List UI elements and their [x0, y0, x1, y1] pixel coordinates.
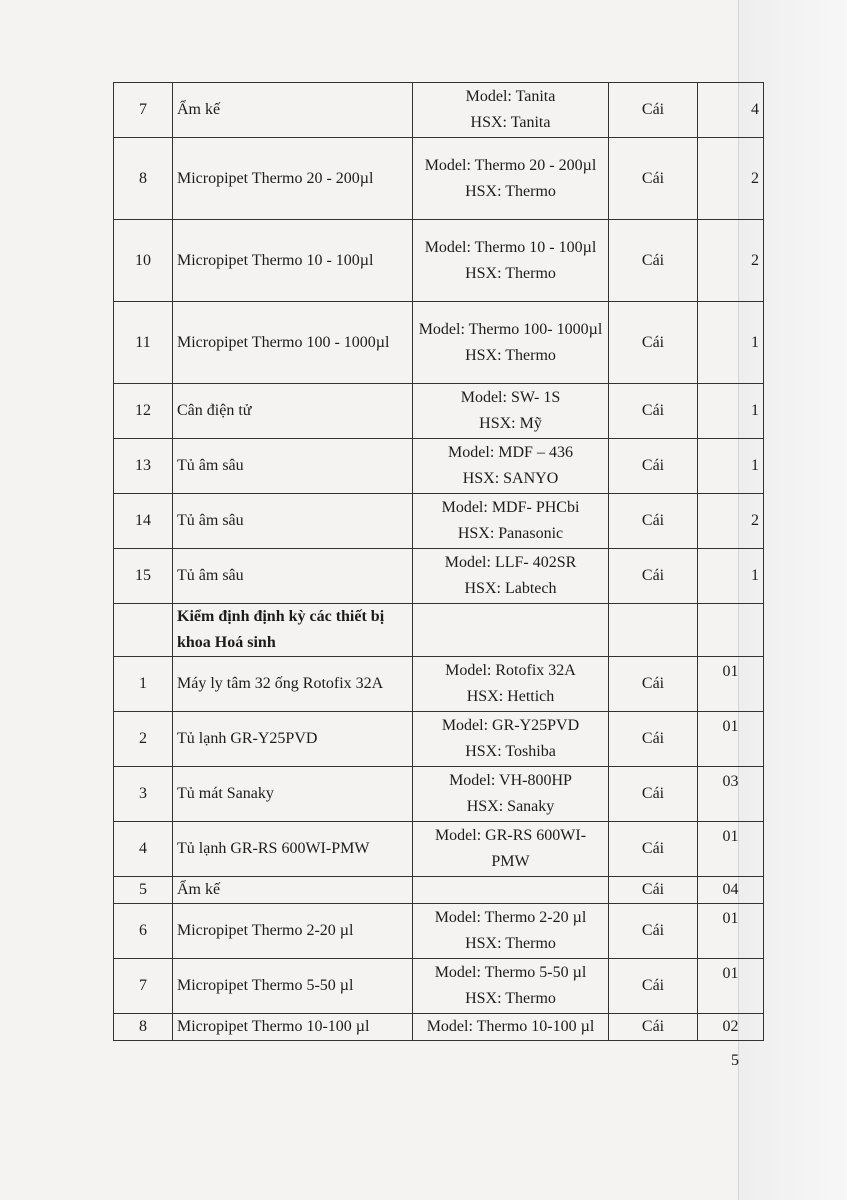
maker-text: HSX: Panasonic: [457, 525, 564, 542]
equipment-name: Micropipet Thermo 2-20 µl: [173, 904, 413, 959]
equipment-name: Tủ lạnh GR-Y25PVD: [173, 712, 413, 767]
equipment-name: Ẩm kế: [173, 83, 413, 138]
model-cell: [413, 822, 609, 877]
table-row: [114, 904, 764, 959]
maker-text: HSX: Thermo: [465, 264, 556, 282]
maker-text: HSX: Hettich: [466, 688, 555, 705]
equipment-name: Micropipet Thermo 10-100 µl: [173, 1014, 413, 1041]
maker-text: HSX: Mỹ: [479, 415, 542, 432]
quantity-cell: 2: [698, 220, 764, 302]
unit-cell: Cái: [609, 494, 698, 549]
model-text: Model: Thermo 5-50 µl: [434, 964, 587, 981]
table-row: [114, 138, 764, 220]
model-cell: [413, 1014, 609, 1041]
equipment-name: Micropipet Thermo 10 - 100µl: [173, 220, 413, 302]
quantity-cell: 4: [698, 83, 764, 138]
section-blank: [114, 604, 173, 657]
model-cell: [413, 877, 609, 904]
equipment-table: [113, 82, 764, 1041]
section-blank: [609, 604, 698, 657]
maker-text: HSX: Labtech: [464, 580, 557, 597]
unit-cell: Cái: [609, 549, 698, 604]
model-cell: [413, 384, 609, 439]
page-number: 5: [731, 1052, 739, 1069]
table-row: [114, 439, 764, 494]
section-blank: [413, 604, 609, 657]
unit-cell: Cái: [609, 877, 698, 904]
equipment-name: Micropipet Thermo 20 - 200µl: [173, 138, 413, 220]
maker-text: HSX: SANYO: [462, 470, 559, 487]
row-number: 10: [114, 220, 173, 302]
table-row: [114, 822, 764, 877]
quantity-cell: 2: [698, 494, 764, 549]
unit-cell: Cái: [609, 138, 698, 220]
table-row: [114, 220, 764, 302]
unit-cell: Cái: [609, 439, 698, 494]
quantity-cell: 01: [698, 959, 764, 1014]
row-number: 14: [114, 494, 173, 549]
maker-text: HSX: Thermo: [465, 990, 556, 1007]
row-number: 7: [114, 83, 173, 138]
unit-cell: Cái: [609, 822, 698, 877]
row-number: 7: [114, 959, 173, 1014]
equipment-name: Micropipet Thermo 100 - 1000µl: [173, 302, 413, 384]
quantity-cell: 01: [698, 822, 764, 877]
table-row: [114, 302, 764, 384]
maker-text: HSX: Thermo: [465, 182, 556, 200]
table-row: [114, 959, 764, 1014]
unit-cell: Cái: [609, 904, 698, 959]
model-text: Model: Thermo 20 - 200µl: [424, 156, 597, 174]
maker-text: HSX: Toshiba: [465, 743, 556, 760]
quantity-cell: 01: [698, 657, 764, 712]
model-text: Model: LLF- 402SR: [444, 554, 577, 571]
equipment-name: Tủ âm sâu: [173, 494, 413, 549]
model-cell: [413, 549, 609, 604]
quantity-cell: 1: [698, 384, 764, 439]
model-cell: [413, 494, 609, 549]
unit-cell: Cái: [609, 657, 698, 712]
row-number: 2: [114, 712, 173, 767]
model-text: Model: Thermo 2-20 µl: [434, 909, 587, 926]
quantity-cell: 01: [698, 712, 764, 767]
unit-cell: Cái: [609, 384, 698, 439]
model-cell: [413, 767, 609, 822]
row-number: 11: [114, 302, 173, 384]
quantity-cell: 1: [698, 302, 764, 384]
model-cell: [413, 712, 609, 767]
model-text: Model: VH-800HP: [449, 772, 572, 789]
table-row: [114, 877, 764, 904]
table-row: [114, 1014, 764, 1041]
model-cell: [413, 904, 609, 959]
unit-cell: Cái: [609, 1014, 698, 1041]
unit-cell: Cái: [609, 302, 698, 384]
quantity-cell: 1: [698, 439, 764, 494]
row-number: 13: [114, 439, 173, 494]
model-text: Model: Rotofix 32A: [445, 662, 576, 679]
unit-cell: Cái: [609, 959, 698, 1014]
quantity-cell: 02: [698, 1014, 764, 1041]
model-cell: [413, 138, 609, 220]
model-cell: [413, 83, 609, 138]
row-number: 8: [114, 1014, 173, 1041]
maker-text: HSX: Thermo: [465, 935, 556, 952]
model-text: Model: Thermo 10 - 100µl: [424, 238, 597, 256]
unit-cell: Cái: [609, 712, 698, 767]
unit-cell: Cái: [609, 767, 698, 822]
equipment-name: Tủ lạnh GR-RS 600WI-PMW: [173, 822, 413, 877]
model-text: Model: Thermo 100- 1000µl: [418, 320, 603, 338]
model-text: Model: MDF – 436: [448, 444, 573, 461]
maker-text: HSX: Thermo: [465, 346, 556, 364]
table-row: [114, 712, 764, 767]
quantity-cell: 2: [698, 138, 764, 220]
model-text: Model: Tanita: [465, 88, 556, 105]
maker-text: HSX: Tanita: [470, 114, 551, 131]
row-number: 5: [114, 877, 173, 904]
equipment-name: Cân điện tử: [173, 384, 413, 439]
equipment-name: Máy ly tâm 32 ống Rotofix 32A: [173, 657, 413, 712]
model-cell: [413, 220, 609, 302]
equipment-name: Micropipet Thermo 5-50 µl: [173, 959, 413, 1014]
unit-cell: Cái: [609, 83, 698, 138]
model-cell: [413, 959, 609, 1014]
quantity-cell: 1: [698, 549, 764, 604]
model-text: Model: GR-Y25PVD: [441, 717, 580, 734]
unit-cell: Cái: [609, 220, 698, 302]
equipment-name: Tủ âm sâu: [173, 549, 413, 604]
model-text: Model: GR-RS 600WI-PMW: [434, 827, 587, 870]
row-number: 8: [114, 138, 173, 220]
table-row: [114, 384, 764, 439]
row-number: 15: [114, 549, 173, 604]
quantity-cell: 01: [698, 904, 764, 959]
model-cell: [413, 302, 609, 384]
model-text: Model: Thermo 10-100 µl: [426, 1018, 595, 1035]
section-row: [114, 604, 764, 657]
model-text: Model: MDF- PHCbi: [441, 499, 580, 516]
maker-text: HSX: Sanaky: [466, 798, 555, 815]
row-number: 3: [114, 767, 173, 822]
model-text: Model: SW- 1S: [460, 389, 561, 406]
equipment-name: Tủ mát Sanaky: [173, 767, 413, 822]
table-row: [114, 549, 764, 604]
section-blank: [698, 604, 764, 657]
table-row: [114, 767, 764, 822]
row-number: 6: [114, 904, 173, 959]
row-number: 12: [114, 384, 173, 439]
equipment-name: Ẩm kế: [173, 877, 413, 904]
table-row: [114, 494, 764, 549]
table-row: [114, 83, 764, 138]
section-title: Kiểm định định kỳ các thiết bị khoa Hoá sinh: [173, 604, 413, 657]
table-row: [114, 657, 764, 712]
quantity-cell: 03: [698, 767, 764, 822]
quantity-cell: 04: [698, 877, 764, 904]
row-number: 4: [114, 822, 173, 877]
row-number: 1: [114, 657, 173, 712]
model-cell: [413, 439, 609, 494]
model-cell: [413, 657, 609, 712]
equipment-name: Tủ âm sâu: [173, 439, 413, 494]
